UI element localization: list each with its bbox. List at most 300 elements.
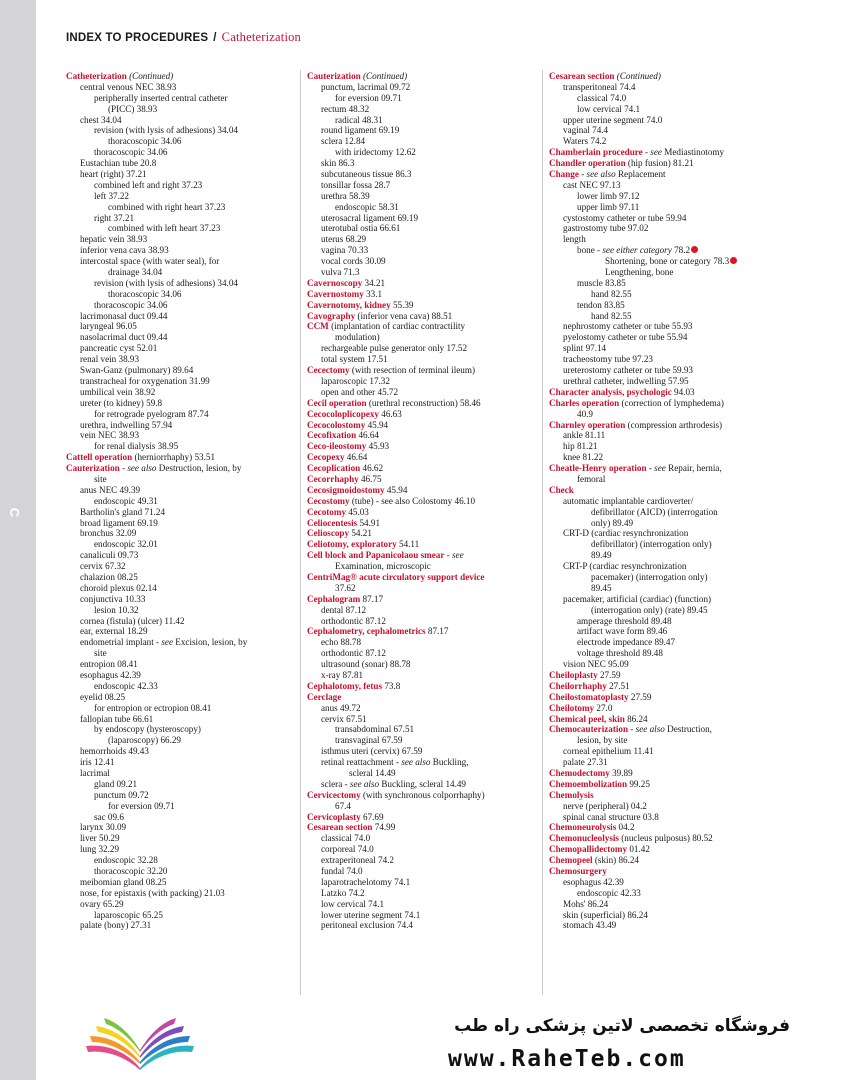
index-heading-entry <box>307 626 537 637</box>
entry-text: muscle 83.85 <box>577 277 626 288</box>
index-heading-entry <box>307 822 537 833</box>
entry-text: voltage threshold 89.48 <box>577 648 663 659</box>
entry-text: endoscopic 32.01 <box>94 539 158 550</box>
entry-text: uterotubal ostia 66.61 <box>321 223 401 234</box>
index-heading-entry <box>307 71 537 82</box>
index-subentry <box>66 420 294 431</box>
entry-text: CRT-D (cardiac resynchronization <box>563 528 689 539</box>
entry-text: 45.94 <box>386 484 408 495</box>
entry-text: 40.9 <box>577 408 593 419</box>
entry-text: gland 09.21 <box>94 778 138 789</box>
entry-text: (with synchronous colporrhaphy) <box>362 789 485 800</box>
entry-text: nose, for epistaxis (with packing) 21.03 <box>80 887 225 898</box>
entry-text: vocal cords 30.09 <box>321 256 386 267</box>
entry-text: endoscopic 32.28 <box>94 855 158 866</box>
entry-text: fundal 74.0 <box>321 866 363 877</box>
entry-text: vein NEC 38.93 <box>80 430 140 441</box>
entry-text: round ligament 69.19 <box>321 125 400 136</box>
entry-text: x-ray 87.81 <box>321 669 364 680</box>
index-subentry <box>66 365 294 376</box>
entry-text: gastrostomy tube 97.02 <box>563 223 649 234</box>
index-heading-entry <box>307 289 537 300</box>
entry-text: Cauterization <box>307 71 361 81</box>
entry-text: Cervicectomy <box>307 789 361 800</box>
index-subentry <box>549 82 811 93</box>
entry-text: sclera - <box>321 778 350 789</box>
entry-text: urethra, indwelling 57.94 <box>80 419 173 430</box>
entry-text: Cavernoscopy <box>307 277 363 288</box>
index-subentry <box>66 245 294 256</box>
index-heading-entry <box>549 703 811 714</box>
index-heading-entry <box>549 420 811 431</box>
index-subentry <box>549 539 811 550</box>
entry-text: choroid plexus 02.14 <box>80 582 157 593</box>
entry-text: pacemaker) (interrogation only) <box>591 571 708 582</box>
entry-text: retinal reattachment - <box>321 757 402 768</box>
entry-text: (interrogation only) (rate) 89.45 <box>591 604 708 615</box>
entry-text: Examination, microscopic <box>335 561 431 572</box>
entry-text: combined with left heart 37.23 <box>108 223 221 234</box>
entry-text: Cauterization <box>66 463 120 474</box>
entry-text: Cecopexy <box>307 452 345 463</box>
entry-text: see also <box>349 778 380 789</box>
entry-text: 45.03 <box>348 506 369 517</box>
index-subentry <box>66 234 294 245</box>
index-subentry <box>66 626 294 637</box>
index-heading-entry <box>549 387 811 398</box>
index-subentry <box>549 626 811 637</box>
index-heading-entry <box>549 692 811 703</box>
index-subentry <box>549 812 811 823</box>
index-subentry <box>66 616 294 627</box>
entry-text: 87.17 <box>362 593 384 604</box>
entry-text: Charnley operation <box>549 419 626 430</box>
index-subentry <box>66 398 294 409</box>
entry-text: 67.69 <box>363 811 384 822</box>
index-subentry <box>549 888 811 899</box>
entry-text: ureterostomy catheter or tube 59.93 <box>563 365 693 376</box>
entry-text: for eversion 09.71 <box>335 92 402 103</box>
entry-text: chest 34.04 <box>80 114 122 125</box>
entry-text: hand 82.55 <box>591 310 632 321</box>
entry-text: combined with right heart 37.23 <box>108 201 226 212</box>
entry-text: low cervical 74.1 <box>321 898 385 909</box>
index-subentry <box>549 496 811 507</box>
entry-text: tendon 83.85 <box>577 299 625 310</box>
index-subentry <box>549 899 811 910</box>
entry-text: (laparoscopy) 66.29 <box>108 735 181 746</box>
index-subentry <box>549 289 811 300</box>
entry-text: peripherally inserted central catheter <box>94 92 228 103</box>
entry-text: transperitoneal 74.4 <box>563 81 636 92</box>
index-heading-entry <box>307 518 537 529</box>
entry-text: 99.25 <box>629 778 650 789</box>
index-subentry <box>307 648 537 659</box>
entry-text: 33.1 <box>366 288 383 299</box>
entry-text: defibrillator) (interrogation only) <box>591 539 712 550</box>
index-heading-entry <box>307 790 537 801</box>
index-heading-entry <box>307 507 537 518</box>
entry-text: transtracheal for oxygenation 31.99 <box>80 375 210 386</box>
index-subentry <box>66 844 294 855</box>
index-subentry <box>307 844 537 855</box>
index-subentry <box>549 550 811 561</box>
entry-text: lower limb 97.12 <box>577 190 640 201</box>
index-subentry <box>549 507 811 518</box>
entry-text: CentriMag® acute circulatory support device <box>307 571 485 582</box>
entry-text: low cervical 74.1 <box>577 103 641 114</box>
index-heading-entry <box>549 855 811 866</box>
index-subentry <box>66 866 294 877</box>
entry-text: spinal canal structure 03.8 <box>563 811 659 822</box>
index-subentry <box>66 790 294 801</box>
entry-text: 86.24 <box>627 713 648 724</box>
entry-text: upper limb 97.11 <box>577 201 640 212</box>
entry-text: see either category <box>602 245 672 256</box>
entry-text: subcutaneous tissue 86.3 <box>321 169 412 180</box>
entry-text: uterus 68.29 <box>321 234 367 245</box>
entry-text: Buckling, scleral 14.49 <box>379 778 466 789</box>
index-heading-entry <box>307 278 537 289</box>
index-heading-entry <box>549 779 811 790</box>
index-subentry <box>66 82 294 93</box>
entry-text: - see also <box>122 463 157 474</box>
index-subentry <box>549 518 811 529</box>
index-heading-entry <box>307 311 537 322</box>
entry-text: nephrostomy catheter or tube 55.93 <box>563 321 693 332</box>
entry-text: anus 49.72 <box>321 702 361 713</box>
index-subentry <box>66 278 294 289</box>
index-subentry <box>307 354 537 365</box>
entry-text: Change <box>549 169 579 180</box>
header-title: INDEX TO PROCEDURES <box>66 32 209 44</box>
entry-text: esophagus 42.39 <box>563 876 624 887</box>
entry-text: Repair, hernia, <box>668 463 722 474</box>
index-subentry <box>307 136 537 147</box>
index-subentry <box>307 899 537 910</box>
index-heading-entry <box>307 550 537 561</box>
index-heading-entry <box>549 158 811 169</box>
index-subentry <box>549 343 811 354</box>
entry-text: Chandler operation <box>549 158 626 169</box>
index-subentry <box>66 104 294 115</box>
entry-text: cervix 67.32 <box>80 561 126 572</box>
index-subentry <box>307 180 537 191</box>
entry-text: cystostomy catheter or tube 59.94 <box>563 212 687 223</box>
index-heading-entry <box>549 768 811 779</box>
index-subentry <box>307 801 537 812</box>
index-heading-entry <box>549 724 811 735</box>
store-url-link[interactable]: www.RaheTeb.com <box>448 1046 686 1072</box>
entry-text: see <box>161 637 173 648</box>
index-subentry <box>66 877 294 888</box>
entry-text: thoracoscopic 34.06 <box>94 147 168 158</box>
entry-text: Cavography <box>307 310 356 321</box>
entry-text: vagina 70.33 <box>321 245 369 256</box>
entry-text: 34.21 <box>364 277 386 288</box>
index-subentry <box>307 724 537 735</box>
entry-text: Eustachian tube 20.8 <box>80 158 157 169</box>
entry-text: Chemonucleolysis <box>549 833 619 844</box>
entry-text: (nucleus pulposus) 80.52 <box>621 833 713 844</box>
index-subentry <box>549 583 811 594</box>
index-heading-entry <box>307 474 537 485</box>
entry-text: Cecofixation <box>307 430 357 441</box>
index-subentry <box>307 147 537 158</box>
entry-text: peritoneal exclusion 74.4 <box>321 920 413 931</box>
index-subentry <box>549 311 811 322</box>
index-subentry <box>66 158 294 169</box>
entry-text: endoscopic 42.33 <box>94 680 158 691</box>
index-heading-entry <box>307 409 537 420</box>
index-heading-entry <box>549 398 811 409</box>
index-subentry <box>66 572 294 583</box>
entry-text: Cheilotomy <box>549 702 595 713</box>
index-subentry <box>66 822 294 833</box>
entry-text: amperage threshold 89.48 <box>577 615 672 626</box>
entry-text: classical 74.0 <box>321 833 371 844</box>
entry-text: site <box>94 648 107 659</box>
index-subentry <box>307 866 537 877</box>
index-subentry <box>307 714 537 725</box>
header-subtitle: Catheterization <box>221 30 302 44</box>
entry-text: Celioscopy <box>307 528 350 539</box>
index-subentry <box>66 409 294 420</box>
index-subentry <box>307 191 537 202</box>
index-subentry <box>307 910 537 921</box>
entry-text: (compression arthrodesis) <box>627 419 723 430</box>
index-subentry <box>549 441 811 452</box>
index-subentry <box>66 289 294 300</box>
index-subentry <box>66 507 294 518</box>
entry-text: - see <box>446 550 464 561</box>
index-subentry <box>66 191 294 202</box>
index-heading-entry <box>307 300 537 311</box>
entry-text: cast NEC 97.13 <box>563 179 621 190</box>
index-subentry <box>66 496 294 507</box>
entry-text: 54.91 <box>359 517 380 528</box>
entry-text: electrode impedance 89.47 <box>577 637 676 648</box>
entry-text: thoracoscopic 32.20 <box>94 866 168 877</box>
index-subentry <box>549 321 811 332</box>
entry-text: 01.42 <box>629 844 650 855</box>
index-subentry <box>549 452 811 463</box>
entry-text: - see <box>648 463 666 474</box>
entry-text: Check <box>549 484 574 495</box>
entry-text: Cheilostomatoplasty <box>549 691 629 702</box>
entry-text: left 37.22 <box>94 190 129 201</box>
entry-text: iris 12.41 <box>80 757 115 768</box>
entry-text: inferior vena cava 38.93 <box>80 245 169 256</box>
index-subentry <box>307 234 537 245</box>
entry-text: entropion 08.41 <box>80 659 138 670</box>
entry-text: radical 48.31 <box>335 114 383 125</box>
index-subentry <box>66 376 294 387</box>
entry-text: laparoscopic 65.25 <box>94 909 163 920</box>
entry-text: 87.17 <box>427 626 449 637</box>
entry-text: 27.59 <box>630 691 652 702</box>
index-subentry <box>66 670 294 681</box>
entry-text: lacrimal <box>80 768 110 778</box>
entry-text: Excision, lesion, by <box>173 637 248 648</box>
index-heading-entry <box>307 812 537 823</box>
index-subentry <box>66 637 294 648</box>
index-subentry <box>66 147 294 158</box>
header-separator: / <box>213 32 217 44</box>
index-subentry <box>549 877 811 888</box>
index-subentry <box>549 278 811 289</box>
entry-text: (tube) - see also <box>351 495 410 506</box>
entry-text: chalazion 08.25 <box>80 571 138 582</box>
index-subentry <box>66 768 294 779</box>
entry-text: palate (bony) 27.31 <box>80 920 152 931</box>
entry-text: 27.59 <box>599 669 621 680</box>
index-heading-entry <box>66 463 294 474</box>
entry-text: punctum 09.72 <box>94 789 149 800</box>
index-column-2 <box>307 71 537 931</box>
entry-text: Cecectomy <box>307 365 350 376</box>
entry-text: meibomian gland 08.25 <box>80 876 167 887</box>
column-divider <box>300 70 301 995</box>
entry-text: conjunctiva 10.33 <box>80 593 146 604</box>
index-subentry <box>549 659 811 670</box>
index-subentry <box>66 735 294 746</box>
entry-text: 55.39 <box>392 299 414 310</box>
index-subentry <box>66 594 294 605</box>
entry-text: lesion, by site <box>577 735 628 746</box>
entry-text: Catheterization <box>66 71 127 81</box>
index-subentry <box>307 659 537 670</box>
index-subentry <box>307 223 537 234</box>
entry-text: - see also <box>630 724 665 735</box>
entry-text: Cecocoloplicopexy <box>307 408 379 419</box>
entry-text: (herniorrhaphy) 53.51 <box>134 452 216 463</box>
entry-text: corporeal 74.0 <box>321 844 374 855</box>
index-subentry <box>549 376 811 387</box>
index-subentry <box>66 659 294 670</box>
entry-text: ureter (to kidney) 59.8 <box>80 397 163 408</box>
index-subentry <box>549 757 811 768</box>
entry-text: Waters 74.2 <box>563 136 607 147</box>
index-subentry <box>307 104 537 115</box>
index-subentry <box>549 365 811 376</box>
index-subentry <box>66 528 294 539</box>
entry-text: laparoscopic 17.32 <box>321 375 390 386</box>
index-heading-entry <box>307 528 537 539</box>
index-subentry <box>549 637 811 648</box>
index-heading-entry <box>307 692 537 703</box>
entry-text: ovary 65.29 <box>80 898 124 909</box>
entry-text: extraperitoneal 74.2 <box>321 855 394 866</box>
index-subentry <box>66 681 294 692</box>
entry-text: 89.49 <box>591 550 612 561</box>
entry-text: palate 27.31 <box>563 757 608 768</box>
entry-text: 94.03 <box>674 386 695 397</box>
index-subentry <box>549 115 811 126</box>
index-subentry <box>549 191 811 202</box>
running-header <box>66 30 301 45</box>
index-subentry <box>307 735 537 746</box>
section-tab-strip <box>0 0 36 1080</box>
index-subentry <box>66 746 294 757</box>
entry-text: ear, external 18.29 <box>80 626 148 637</box>
index-heading-entry <box>307 441 537 452</box>
index-subentry <box>66 714 294 725</box>
entry-text: (urethral reconstruction) 58.46 <box>368 397 481 408</box>
index-subentry <box>66 354 294 365</box>
entry-text: Cavernotomy, kidney <box>307 299 391 310</box>
index-heading-entry <box>307 539 537 550</box>
index-subentry <box>66 855 294 866</box>
entry-text: CRT-P (cardiac resynchronization <box>563 561 687 572</box>
index-subentry <box>66 93 294 104</box>
entry-text: 37.62 <box>335 582 356 593</box>
entry-text: Lengthening, bone <box>605 267 674 278</box>
index-subentry <box>307 888 537 899</box>
index-subentry <box>66 910 294 921</box>
index-subentry <box>66 899 294 910</box>
index-subentry <box>549 409 811 420</box>
index-subentry <box>549 430 811 441</box>
entry-text: (correction of lymphedema) <box>621 397 724 408</box>
entry-text: vulva 71.3 <box>321 267 360 278</box>
index-heading-entry <box>549 790 811 801</box>
index-subentry <box>307 877 537 888</box>
entry-text: renal vein 38.93 <box>80 354 140 365</box>
entry-text: central venous NEC 38.93 <box>80 81 177 92</box>
index-column-1 <box>66 71 294 931</box>
entry-text: (implantation of cardiac contractility <box>331 321 466 332</box>
entry-text: drainage 34.04 <box>108 267 163 278</box>
entry-text: hip 81.21 <box>563 441 598 452</box>
index-subentry <box>549 93 811 104</box>
entry-text: Cesarean section <box>307 822 373 833</box>
entry-text: esophagus 42.39 <box>80 669 141 680</box>
index-subentry <box>307 670 537 681</box>
entry-text: 89.45 <box>591 582 612 593</box>
index-subentry <box>549 735 811 746</box>
index-subentry <box>307 125 537 136</box>
entry-text: (Continued) <box>129 71 174 81</box>
entry-text: Cesarean section <box>549 71 615 81</box>
index-subentry <box>549 223 811 234</box>
index-subentry <box>549 332 811 343</box>
entry-text: Cheiloplasty <box>549 669 598 680</box>
entry-text: (skin) 86.24 <box>594 855 639 866</box>
entry-text: rectum 48.32 <box>321 103 370 114</box>
entry-text: Chemoembolization <box>549 778 628 789</box>
entry-text: nerve (peripheral) 04.2 <box>563 800 647 811</box>
index-subentry <box>549 245 811 256</box>
index-subentry <box>66 779 294 790</box>
entry-text: lower uterine segment 74.1 <box>321 909 421 920</box>
index-heading-entry <box>66 452 294 463</box>
index-subentry <box>549 256 811 267</box>
entry-text: Chemodectomy <box>549 768 610 778</box>
index-subentry <box>66 474 294 485</box>
index-heading-entry <box>307 463 537 474</box>
index-heading-entry <box>307 420 537 431</box>
index-heading-entry <box>307 485 537 496</box>
index-subentry <box>307 376 537 387</box>
red-dot-icon <box>730 257 737 264</box>
entry-text: 67.4 <box>335 800 351 811</box>
entry-text: only) 89.49 <box>591 517 634 528</box>
entry-text: 45.93 <box>368 441 390 452</box>
entry-text: 39.89 <box>612 768 633 778</box>
entry-text: length <box>563 234 586 245</box>
index-subentry <box>307 332 537 343</box>
